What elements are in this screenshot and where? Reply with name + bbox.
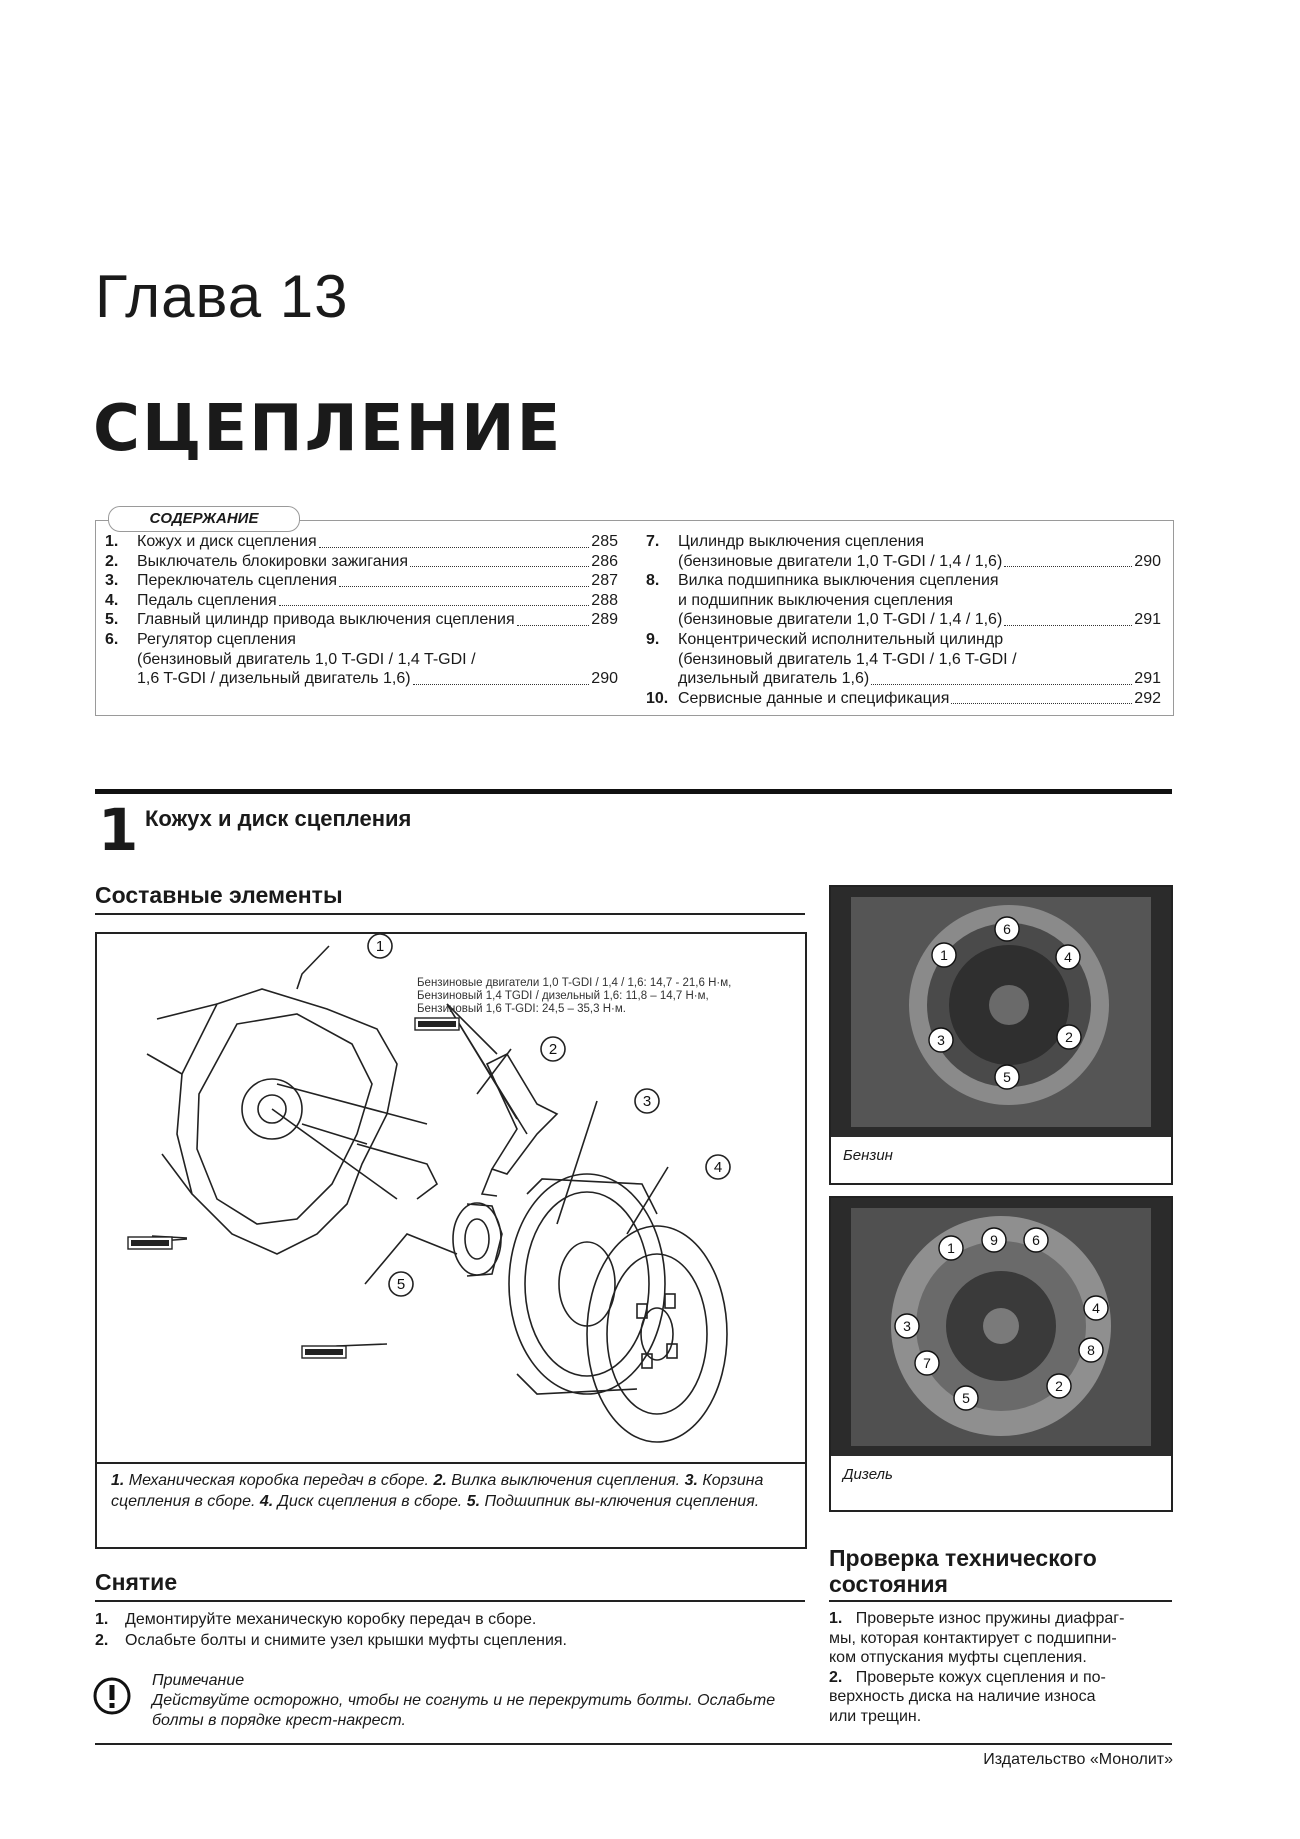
toc-item-subline: (бензиновые двигатели 1,0 T-GDI / 1,4 / 1,6) — [678, 552, 1003, 570]
note-line: Действуйте осторожно, чтобы не согнуть и не перекрутить болты. Ослабьте — [152, 1692, 776, 1709]
toc-item-number: 4. — [105, 591, 119, 609]
chapter-label: Глава 13 — [95, 263, 349, 330]
toc-item[interactable] — [646, 571, 1161, 591]
toc-item-subline: (бензиновые двигатели 1,0 T-GDI / 1,4 / 1,6) — [678, 611, 1003, 629]
toc-item-page: 290 — [1134, 552, 1161, 570]
photo-diesel — [829, 1196, 1173, 1512]
toc-item[interactable] — [105, 610, 618, 630]
toc-item[interactable] — [646, 689, 1161, 709]
removal-steps — [95, 1609, 795, 1651]
toc-item-page: 286 — [591, 552, 618, 570]
photo-marker: 7 — [923, 1355, 931, 1371]
toc-item[interactable] — [105, 532, 618, 552]
publisher: Издательство «Монолит» — [983, 1751, 1173, 1768]
toc-item-title: Сервисные данные и спецификация — [678, 689, 950, 707]
toc-item-number: 5. — [105, 611, 119, 629]
toc-item-number: 7. — [646, 533, 660, 550]
toc-item-page: 289 — [591, 611, 618, 629]
photo-marker: 8 — [1087, 1342, 1095, 1358]
photo-marker: 2 — [1055, 1378, 1063, 1394]
callout-label: 5 — [396, 1276, 406, 1293]
toc-item[interactable] — [646, 630, 1161, 650]
photo-marker: 9 — [990, 1232, 998, 1248]
photo-marker: 5 — [1003, 1069, 1011, 1085]
toc-item-title: Главный цилиндр привода выключения сцепления — [137, 611, 515, 629]
toc-item-title: Кожух и диск сцепления — [137, 533, 317, 550]
inspection-steps: 1. Проверьте износ пружины диафраг- мы, которая контактирует с подшипни- ком отпускания муфты сцепления. 2. Проверьте кожух сцепления и по- верхность диска на наличие износа или трещин. — [829, 1609, 1172, 1726]
toc-item-number: 1. — [105, 533, 119, 550]
note-line: болты в порядке крест-накрест. — [152, 1712, 406, 1729]
toc-item-page: 291 — [1134, 611, 1161, 629]
toc-item[interactable] — [105, 552, 618, 572]
photo-marker: 3 — [903, 1318, 911, 1334]
warning-icon — [92, 1676, 132, 1716]
removal-step: 2. Ослабьте болты и снимите узел крышки муфты сцепления. — [95, 1632, 567, 1649]
toc-item[interactable] — [646, 532, 1161, 552]
toc-item-page: 285 — [591, 533, 618, 550]
contents-heading: СОДЕРЖАНИЕ — [108, 506, 300, 532]
toc-item-number: 8. — [646, 572, 660, 590]
toc-item-title: Переключатель сцепления — [137, 572, 338, 590]
photo-marker: 3 — [937, 1032, 945, 1048]
inspection-heading: Проверка технического состояния — [829, 1545, 1097, 1597]
toc-item-number: 10. — [646, 689, 669, 707]
footer-rule — [95, 1743, 1172, 1745]
inspection-rule — [829, 1600, 1172, 1602]
toc-item[interactable] — [105, 630, 618, 650]
photo-label-diesel: Дизель — [843, 1466, 893, 1483]
chapter-title: СЦЕПЛЕНИЕ — [93, 392, 563, 466]
photo-marker: 4 — [1092, 1300, 1100, 1316]
contents-right-column — [646, 532, 1161, 708]
toc-item-page: 291 — [1134, 670, 1161, 688]
toc-item-page: 290 — [591, 670, 618, 688]
toc-item-page: 287 — [591, 572, 618, 590]
callout-label: 4 — [713, 1159, 723, 1176]
toc-item-subline: (бензиновый двигатель 1,4 T-GDI / 1,6 T-GDI / — [678, 650, 1017, 668]
toc-item-number: 9. — [646, 630, 660, 648]
torque-note: Бензиновый 1,4 TGDI / дизельный 1,6: 11,8 – 14,7 Н·м, — [417, 990, 709, 1002]
callout-label: 3 — [642, 1093, 652, 1110]
toc-item-page: 292 — [1134, 689, 1161, 707]
toc-item-title: Концентрический исполнительный цилиндр — [678, 630, 1004, 648]
toc-item-title: Выключатель блокировки зажигания — [137, 552, 409, 570]
diagram-caption: 1. Механическая коробка передач в сборе. 2. Вилка выключения сцепления. 3. Корзина сцепления в сборе. 4. Диск сцепления в сборе. 5. Подшипник вы-ключения сцепления. — [111, 1472, 764, 1510]
note — [152, 1671, 812, 1731]
photo-petrol — [829, 885, 1173, 1185]
contents-left-column — [105, 532, 618, 689]
components-rule — [95, 913, 805, 915]
petrol-clutch-photo — [831, 887, 1171, 1137]
diesel-clutch-photo — [831, 1198, 1171, 1456]
clutch-diagram — [97, 934, 805, 1464]
section-rule — [95, 789, 1172, 794]
removal-rule — [95, 1600, 805, 1602]
toc-item-subline: дизельный двигатель 1,6) — [678, 670, 870, 688]
toc-item-number: 3. — [105, 572, 119, 590]
photo-marker: 6 — [1032, 1232, 1040, 1248]
photo-label-petrol: Бензин — [843, 1147, 893, 1164]
toc-item[interactable] — [105, 591, 618, 611]
toc-item-title: Вилка подшипника выключения сцепления — [678, 572, 999, 590]
section-title: Кожух и диск сцепления — [145, 806, 412, 831]
diagram-caption-rule — [97, 1462, 805, 1464]
photo-marker: 6 — [1003, 921, 1011, 937]
photo-marker: 1 — [947, 1240, 955, 1256]
toc-item-number: 6. — [105, 630, 119, 648]
torque-note: Бензиновые двигатели 1,0 T-GDI / 1,4 / 1,6: 14,7 - 21,6 Н·м, — [417, 977, 732, 989]
toc-item-title: Регулятор сцепления — [137, 630, 296, 648]
callout-label: 1 — [375, 938, 385, 955]
callout-label: 2 — [548, 1041, 558, 1058]
photo-marker: 2 — [1065, 1029, 1073, 1045]
toc-item[interactable] — [105, 571, 618, 591]
inspection-step: 1. Проверьте износ пружины диафраг- — [829, 1610, 1125, 1627]
photo-marker: 4 — [1064, 949, 1072, 965]
photo-marker: 5 — [962, 1390, 970, 1406]
exploded-diagram — [95, 932, 807, 1549]
toc-item-page: 288 — [591, 591, 618, 609]
toc-item-subline: 1,6 T-GDI / дизельный двигатель 1,6) — [137, 670, 411, 688]
toc-item-title: Педаль сцепления — [137, 591, 277, 609]
toc-item-number: 2. — [105, 552, 119, 570]
toc-item-subline: (бензиновый двигатель 1,0 T-GDI / 1,4 T-GDI / — [137, 650, 476, 668]
toc-item-subline: и подшипник выключения сцепления — [678, 591, 954, 609]
removal-heading: Снятие — [95, 1569, 178, 1595]
inspection-step: 2. Проверьте кожух сцепления и по- — [829, 1668, 1106, 1686]
photo-marker: 1 — [940, 947, 948, 963]
components-heading: Составные элементы — [95, 882, 343, 908]
note-title: Примечание — [152, 1672, 245, 1689]
torque-note: Бензиновый 1,6 T-GDI: 24,5 – 35,3 Н·м. — [417, 1003, 626, 1015]
toc-item-title: Цилиндр выключения сцепления — [678, 533, 925, 550]
section-number: 1 — [98, 796, 139, 864]
removal-step: 1. Демонтируйте механическую коробку передач в сборе. — [95, 1611, 537, 1628]
